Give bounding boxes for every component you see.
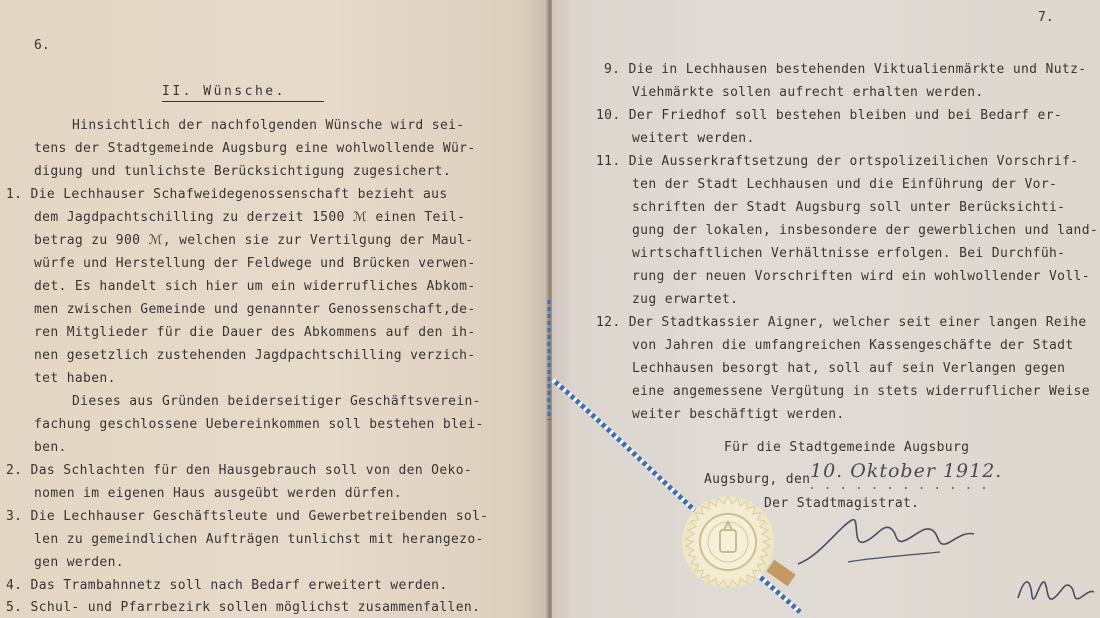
- text-line: tens der Stadtgemeinde Augsburg eine wohlwollende Wür-: [34, 141, 476, 156]
- closing-place: Augsburg, den: [704, 472, 811, 487]
- text-line: nomen im eigenen Haus ausgeübt werden dürfen.: [34, 486, 402, 501]
- text-line: schriften der Stadt Augsburg soll unter Berücksichti-: [632, 200, 1066, 215]
- page-number-right: 7.: [1038, 10, 1054, 25]
- text-line: ten der Stadt Lechhausen und die Einführung der Vor-: [632, 177, 1058, 192]
- text-line: digung und tunlichste Berücksichtigung zugesichert.: [34, 164, 452, 179]
- second-signature: [1014, 568, 1098, 616]
- text-line: Hinsichtlich der nachfolgenden Wünsche wird sei-: [72, 118, 465, 133]
- text-line: len zu gemeindlichen Aufträgen tunlichst mit herangezo-: [34, 532, 484, 547]
- closing-authority: Der Stadtmagistrat.: [764, 496, 920, 511]
- list-item: 3. Die Lechhauser Geschäftsleute und Gewerbetreibenden sol-: [6, 509, 489, 524]
- text-line: ren Mitglieder für die Dauer des Abkommens auf den ih-: [34, 325, 476, 340]
- text-line: von Jahren die umfangreichen Kassengeschäfte der Stadt: [632, 338, 1074, 353]
- text-line: weitert werden.: [632, 131, 755, 146]
- list-item: 10. Der Friedhof soll bestehen bleiben und bei Bedarf er-: [596, 108, 1063, 123]
- text-line: fachung geschlossene Uebereinkommen soll bestehen blei-: [34, 417, 484, 432]
- text-line: nen gesetzlich zustehenden Jagdpachtschilling verzich-: [34, 348, 476, 363]
- wax-seal: [680, 494, 776, 590]
- text-line: men zwischen Gemeinde und genannter Genossenschaft,de-: [34, 302, 476, 317]
- page-number-left: 6.: [34, 38, 50, 53]
- section-heading: II. Wünsche.: [162, 84, 286, 99]
- text-line: tet haben.: [34, 371, 116, 386]
- text-line: rung der neuen Vorschriften wird ein wohlwollender Voll-: [632, 269, 1090, 284]
- text-line: weiter beschäftigt werden.: [632, 407, 845, 422]
- mayor-signature: [790, 506, 980, 576]
- text-line: betrag zu 900 ℳ, welchen sie zur Vertilgung der Maul-: [34, 233, 474, 248]
- list-item: 12. Der Stadtkassier Aigner, welcher seit einer langen Reihe: [596, 315, 1087, 330]
- closing-for-line: Für die Stadtgemeinde Augsburg: [724, 440, 970, 455]
- text-line: det. Es handelt sich hier um ein widerrufliches Abkom-: [34, 279, 476, 294]
- handwritten-date: 10. Oktober 1912.: [810, 460, 1003, 482]
- text-line: würfe und Herstellung der Feldwege und Brücken verwen-: [34, 256, 476, 271]
- text-line: wirtschaftlichen Verhältnisse erfolgen. Bei Durchfüh-: [632, 246, 1066, 261]
- list-item: 2. Das Schlachten für den Hausgebrauch soll von den Oeko-: [6, 463, 473, 478]
- text-line: zug erwartet.: [632, 292, 739, 307]
- text-line: eine angemessene Vergütung in stets widerruflicher Weise: [632, 384, 1090, 399]
- list-item: 5. Schul- und Pfarrbezirk sollen möglichst zusammenfallen.: [6, 600, 481, 615]
- date-dotted-line: . . . . . . . . . . . .: [808, 478, 989, 493]
- list-item: 11. Die Ausserkraftsetzung der ortspolizeilichen Vorschrif-: [596, 154, 1079, 169]
- text-line: ben.: [34, 440, 67, 455]
- text-line: Dieses aus Gründen beiderseitiger Geschäftsverein-: [72, 394, 481, 409]
- text-line: dem Jagdpachtschilling zu derzeit 1500 ℳ einen Teil-: [34, 210, 466, 225]
- text-line: gung der lokalen, insbesondere der gewerblichen und land-: [632, 223, 1099, 238]
- text-line: gen werden.: [34, 555, 124, 570]
- list-item: 9. Die in Lechhausen bestehenden Viktualienmärkte und Nutz-: [604, 62, 1087, 77]
- list-item: 1. Die Lechhauser Schafweidegenossenschaft bezieht aus: [6, 187, 448, 202]
- list-item: 4. Das Trambahnnetz soll nach Bedarf erweitert werden.: [6, 578, 448, 593]
- text-line: Lechhausen besorgt hat, soll auf sein Verlangen gegen: [632, 361, 1066, 376]
- text-line: Viehmärkte sollen aufrecht erhalten werden.: [632, 85, 984, 100]
